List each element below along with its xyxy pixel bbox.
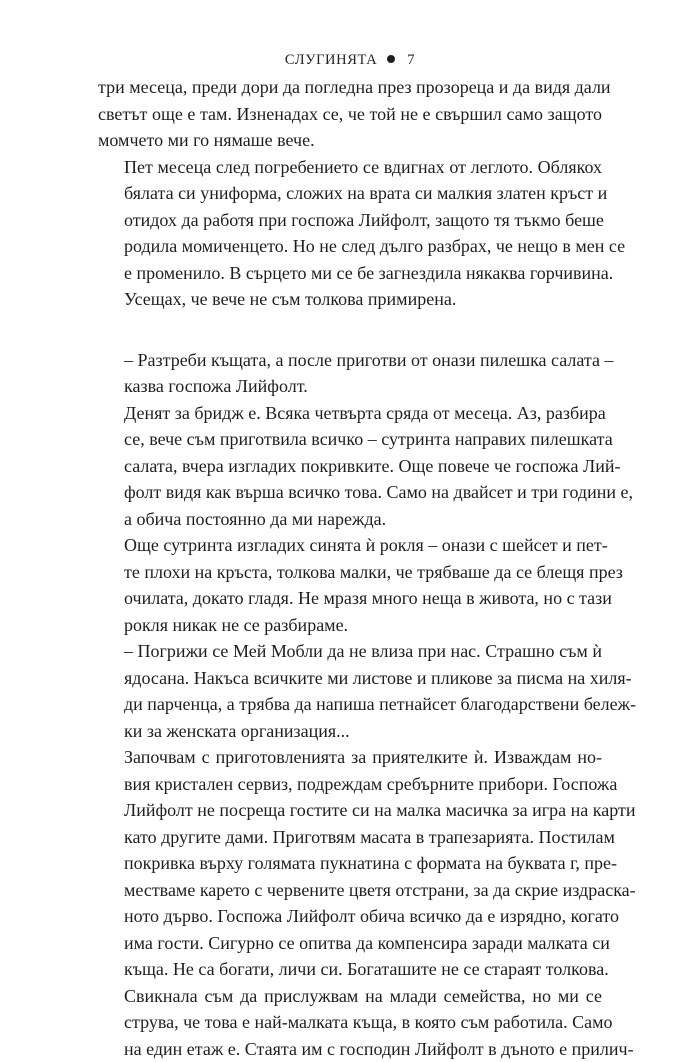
text-line: три месеца, преди дори да погледна през прозореца и да видя дали [98, 74, 602, 101]
text-line: те плохи на кръста, толкова малки, че трябваше да се блещя през [98, 559, 602, 586]
running-header [0, 52, 700, 69]
text-line: има гости. Сигурно се опитва да компенсира заради малката си [98, 930, 602, 957]
text-line: – Погрижи се Мей Мобли да не влиза при нас. Страшно съм ѝ [98, 638, 602, 665]
text-line: е променило. В сърцето ми се бе загнездила някаква горчивина. [98, 260, 602, 287]
text-line: като другите дами. Приготвям масата в трапезарията. Постилам [98, 824, 602, 851]
paragraph [98, 744, 602, 983]
text-line: ядосана. Накъса всичките ми листове и пликове за писма на хиля- [98, 665, 602, 692]
text-line: ки за женската организация... [98, 718, 602, 745]
text-line: светът още е там. Изненадах се, че той не е свършил само защото [98, 101, 602, 128]
text-line: Пет месеца след погребението се вдигнах от леглото. Облякох [98, 154, 602, 181]
text-line: – Разтреби къщата, а после приготви от онази пилешка салата – [98, 347, 602, 374]
text-line: отидох да работя при госпожа Лийфолт, защото тя тъкмо беше [98, 207, 602, 234]
text-line: местваме карето с червените цветя отстрани, за да скрие издраска- [98, 877, 602, 904]
paragraph [98, 983, 602, 1062]
header-bullet-icon [387, 55, 395, 63]
body-text [98, 74, 602, 1062]
paragraph [98, 400, 602, 533]
text-line: а обича постоянно да ми нарежда. [98, 506, 602, 533]
paragraph [98, 154, 602, 313]
text-line: Усещах, че вече не съм толкова примирена. [98, 286, 602, 313]
text-line: покривка върху голямата пукнатина с формата на буквата г, пре- [98, 850, 602, 877]
paragraph [98, 347, 602, 400]
paragraph [98, 638, 602, 744]
text-line: казва госпожа Лийфолт. [98, 373, 602, 400]
text-line: вия кристален сервиз, подреждам сребърните прибори. Госпожа [98, 771, 602, 798]
chapter-title: СЛУГИНЯТА [285, 52, 377, 68]
text-line: къща. Не са богати, личи си. Богаташите не се стараят толкова. [98, 956, 602, 983]
section-break [98, 313, 602, 347]
text-line: Лийфолт не посреща гостите си на малка масичка за игра на карти [98, 797, 602, 824]
text-line: момчето ми го нямаше вече. [98, 127, 602, 154]
text-line: на един етаж е. Стаята им с господин Лийфолт в дъното е прилич- [98, 1036, 602, 1062]
text-line: се, вече съм приготвила всичко – сутринта направих пилешката [98, 426, 602, 453]
text-line: салата, вчера изгладих покривките. Още повече че госпожа Лий- [98, 453, 602, 480]
text-line: бялата си униформа, сложих на врата си малкия златен кръст и [98, 180, 602, 207]
paragraph [98, 532, 602, 638]
text-line: ното дърво. Госпожа Лийфолт обича всичко да е изрядно, когато [98, 903, 602, 930]
text-line: Още сутринта изгладих синята ѝ рокля – онази с шейсет и пет- [98, 532, 602, 559]
text-line: очилата, докато гладя. Не мразя много неща в живота, но с тази [98, 585, 602, 612]
paragraph [98, 74, 602, 154]
text-line: Започвам с приготовленията за приятелките ѝ. Изваждам но- [98, 744, 602, 771]
text-line: струва, че това е най-малката къща, в която съм работила. Само [98, 1009, 602, 1036]
text-line: фолт видя как върша всичко това. Само на двайсет и три години е, [98, 479, 602, 506]
text-line: Денят за бридж е. Всяка четвърта сряда от месеца. Аз, разбира [98, 400, 602, 427]
page-number: 7 [407, 52, 415, 68]
text-line: Свикнала съм да прислужвам на млади семейства, но ми се [98, 983, 602, 1010]
text-line: рокля никак не се разбираме. [98, 612, 602, 639]
text-line: ди парченца, а трябва да напиша петнайсет благодарствени бележ- [98, 691, 602, 718]
text-line: родила момиченцето. Но не след дълго разбрах, че нещо в мен се [98, 233, 602, 260]
